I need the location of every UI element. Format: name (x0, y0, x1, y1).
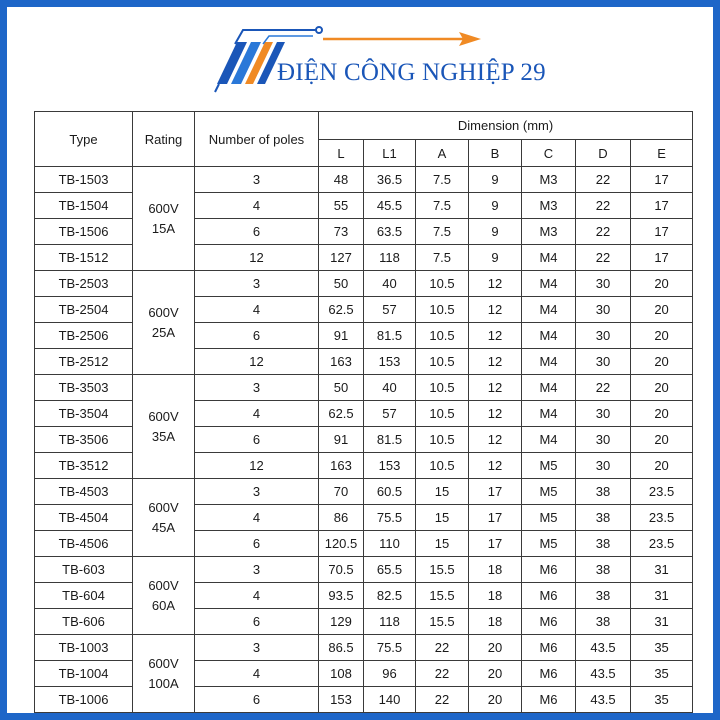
header-poles: Number of poles (195, 112, 319, 167)
header-dim-l1: L1 (364, 140, 416, 167)
cell-e: 20 (631, 427, 693, 453)
cell-type: TB-1006 (35, 687, 133, 713)
cell-e: 20 (631, 401, 693, 427)
cell-l: 129 (319, 609, 364, 635)
cell-b: 18 (469, 609, 522, 635)
cell-l: 163 (319, 349, 364, 375)
table-row (35, 375, 693, 401)
cell-c: M3 (522, 219, 576, 245)
cell-l1: 75.5 (364, 635, 416, 661)
header-dimension: Dimension (mm) (319, 112, 693, 140)
table-row (35, 167, 693, 193)
cell-poles: 6 (195, 531, 319, 557)
rating-current: 60A (151, 597, 176, 613)
cell-l1: 81.5 (364, 427, 416, 453)
cell-a: 10.5 (416, 349, 469, 375)
cell-l1: 96 (364, 661, 416, 687)
cell-poles: 4 (195, 583, 319, 609)
cell-l: 153 (319, 687, 364, 713)
header-dim-l: L (319, 140, 364, 167)
cell-c: M6 (522, 687, 576, 713)
cell-b: 20 (469, 661, 522, 687)
cell-c: M5 (522, 453, 576, 479)
cell-d: 43.5 (576, 635, 631, 661)
cell-c: M4 (522, 401, 576, 427)
cell-poles: 3 (195, 375, 319, 401)
rating-voltage: 600V (148, 200, 179, 216)
cell-l: 86.5 (319, 635, 364, 661)
cell-b: 12 (469, 453, 522, 479)
cell-e: 35 (631, 687, 693, 713)
cell-poles: 4 (195, 505, 319, 531)
cell-a: 7.5 (416, 245, 469, 271)
cell-a: 15.5 (416, 557, 469, 583)
cell-l: 91 (319, 427, 364, 453)
cell-b: 12 (469, 323, 522, 349)
cell-type: TB-1512 (35, 245, 133, 271)
cell-l: 120.5 (319, 531, 364, 557)
cell-poles: 4 (195, 401, 319, 427)
cell-l1: 57 (364, 401, 416, 427)
cell-d: 30 (576, 401, 631, 427)
cell-l: 70 (319, 479, 364, 505)
cell-b: 9 (469, 219, 522, 245)
cell-e: 20 (631, 323, 693, 349)
cell-a: 22 (416, 635, 469, 661)
terminal-block-spec-table (34, 111, 693, 713)
cell-rating (133, 167, 195, 271)
cell-l1: 118 (364, 609, 416, 635)
header-rating: Rating (133, 112, 195, 167)
cell-c: M4 (522, 375, 576, 401)
cell-poles: 3 (195, 167, 319, 193)
rating-voltage: 600V (148, 304, 179, 320)
cell-type: TB-4506 (35, 531, 133, 557)
cell-poles: 6 (195, 219, 319, 245)
cell-c: M6 (522, 609, 576, 635)
cell-a: 15.5 (416, 609, 469, 635)
cell-e: 20 (631, 297, 693, 323)
cell-b: 9 (469, 193, 522, 219)
cell-l: 48 (319, 167, 364, 193)
cell-d: 38 (576, 505, 631, 531)
cell-e: 31 (631, 583, 693, 609)
cell-d: 38 (576, 479, 631, 505)
cell-l1: 45.5 (364, 193, 416, 219)
cell-c: M6 (522, 635, 576, 661)
rating-current: 100A (148, 675, 179, 691)
cell-l1: 153 (364, 453, 416, 479)
brand-name: ĐIỆN CÔNG NGHIỆP 29 (277, 59, 546, 86)
rating-voltage: 600V (148, 499, 179, 515)
cell-type: TB-1504 (35, 193, 133, 219)
cell-type: TB-2504 (35, 297, 133, 323)
cell-b: 20 (469, 635, 522, 661)
cell-l1: 40 (364, 271, 416, 297)
cell-poles: 3 (195, 271, 319, 297)
cell-poles: 12 (195, 453, 319, 479)
cell-type: TB-3503 (35, 375, 133, 401)
cell-e: 35 (631, 661, 693, 687)
cell-type: TB-604 (35, 583, 133, 609)
cell-d: 30 (576, 349, 631, 375)
cell-type: TB-606 (35, 609, 133, 635)
rating-current: 15A (151, 220, 176, 236)
cell-c: M4 (522, 245, 576, 271)
header-type: Type (35, 112, 133, 167)
cell-l1: 75.5 (364, 505, 416, 531)
table-row (35, 557, 693, 583)
cell-b: 17 (469, 505, 522, 531)
cell-a: 10.5 (416, 297, 469, 323)
cell-type: TB-1004 (35, 661, 133, 687)
cell-type: TB-4503 (35, 479, 133, 505)
header-dim-b: B (469, 140, 522, 167)
cell-l: 73 (319, 219, 364, 245)
cell-l1: 140 (364, 687, 416, 713)
cell-a: 10.5 (416, 401, 469, 427)
cell-a: 10.5 (416, 375, 469, 401)
cell-poles: 12 (195, 349, 319, 375)
cell-c: M5 (522, 479, 576, 505)
cell-b: 17 (469, 531, 522, 557)
cell-poles: 3 (195, 557, 319, 583)
cell-a: 10.5 (416, 453, 469, 479)
cell-poles: 4 (195, 661, 319, 687)
cell-b: 12 (469, 271, 522, 297)
rating-current: 45A (151, 519, 176, 535)
cell-l: 91 (319, 323, 364, 349)
header-dim-e: E (631, 140, 693, 167)
cell-l: 55 (319, 193, 364, 219)
cell-d: 38 (576, 557, 631, 583)
table-body (35, 167, 693, 713)
cell-c: M6 (522, 557, 576, 583)
cell-l1: 82.5 (364, 583, 416, 609)
cell-poles: 3 (195, 479, 319, 505)
cell-poles: 6 (195, 609, 319, 635)
cell-rating (133, 479, 195, 557)
cell-poles: 4 (195, 193, 319, 219)
cell-rating (133, 375, 195, 479)
cell-l: 86 (319, 505, 364, 531)
cell-d: 38 (576, 531, 631, 557)
cell-a: 22 (416, 661, 469, 687)
cell-type: TB-1003 (35, 635, 133, 661)
cell-c: M4 (522, 427, 576, 453)
cell-c: M4 (522, 349, 576, 375)
cell-b: 12 (469, 427, 522, 453)
cell-b: 12 (469, 349, 522, 375)
cell-type: TB-3504 (35, 401, 133, 427)
cell-b: 20 (469, 687, 522, 713)
cell-a: 15 (416, 479, 469, 505)
cell-b: 18 (469, 557, 522, 583)
cell-l: 70.5 (319, 557, 364, 583)
cell-l1: 81.5 (364, 323, 416, 349)
cell-e: 17 (631, 219, 693, 245)
cell-d: 38 (576, 583, 631, 609)
cell-d: 30 (576, 271, 631, 297)
cell-b: 18 (469, 583, 522, 609)
cell-l: 163 (319, 453, 364, 479)
cell-type: TB-3506 (35, 427, 133, 453)
cell-rating (133, 271, 195, 375)
cell-l: 50 (319, 271, 364, 297)
cell-e: 31 (631, 609, 693, 635)
cell-c: M6 (522, 661, 576, 687)
cell-l1: 57 (364, 297, 416, 323)
cell-type: TB-2506 (35, 323, 133, 349)
cell-poles: 6 (195, 427, 319, 453)
cell-l1: 153 (364, 349, 416, 375)
cell-type: TB-3512 (35, 453, 133, 479)
brand-logo (213, 22, 546, 100)
cell-c: M4 (522, 323, 576, 349)
cell-type: TB-2503 (35, 271, 133, 297)
cell-c: M3 (522, 167, 576, 193)
cell-a: 22 (416, 687, 469, 713)
cell-l1: 40 (364, 375, 416, 401)
rating-current: 35A (151, 428, 176, 444)
header-dim-d: D (576, 140, 631, 167)
cell-a: 10.5 (416, 427, 469, 453)
cell-e: 20 (631, 271, 693, 297)
cell-l1: 65.5 (364, 557, 416, 583)
cell-l: 62.5 (319, 297, 364, 323)
cell-a: 10.5 (416, 271, 469, 297)
cell-type: TB-1506 (35, 219, 133, 245)
rating-voltage: 600V (148, 408, 179, 424)
cell-poles: 3 (195, 635, 319, 661)
cell-c: M4 (522, 271, 576, 297)
rating-current: 25A (151, 324, 176, 340)
cell-l: 127 (319, 245, 364, 271)
cell-a: 15.5 (416, 583, 469, 609)
cell-poles: 6 (195, 687, 319, 713)
cell-e: 17 (631, 167, 693, 193)
cell-a: 15 (416, 531, 469, 557)
cell-e: 17 (631, 193, 693, 219)
cell-d: 43.5 (576, 687, 631, 713)
cell-d: 22 (576, 375, 631, 401)
cell-type: TB-2512 (35, 349, 133, 375)
cell-c: M4 (522, 297, 576, 323)
cell-b: 12 (469, 375, 522, 401)
cell-b: 12 (469, 401, 522, 427)
cell-b: 12 (469, 297, 522, 323)
cell-d: 38 (576, 609, 631, 635)
cell-d: 22 (576, 245, 631, 271)
cell-l1: 60.5 (364, 479, 416, 505)
cell-type: TB-4504 (35, 505, 133, 531)
cell-a: 15 (416, 505, 469, 531)
cell-e: 20 (631, 349, 693, 375)
cell-poles: 4 (195, 297, 319, 323)
cell-l: 93.5 (319, 583, 364, 609)
cell-type: TB-603 (35, 557, 133, 583)
cell-e: 20 (631, 375, 693, 401)
rating-voltage: 600V (148, 577, 179, 593)
table-row (35, 271, 693, 297)
cell-d: 30 (576, 323, 631, 349)
cell-l1: 110 (364, 531, 416, 557)
cell-c: M3 (522, 193, 576, 219)
cell-l1: 118 (364, 245, 416, 271)
cell-poles: 6 (195, 323, 319, 349)
cell-l1: 63.5 (364, 219, 416, 245)
cell-a: 7.5 (416, 193, 469, 219)
cell-l: 108 (319, 661, 364, 687)
cell-rating (133, 635, 195, 713)
cell-d: 43.5 (576, 661, 631, 687)
cell-d: 22 (576, 193, 631, 219)
table-row (35, 479, 693, 505)
cell-d: 22 (576, 219, 631, 245)
cell-l: 50 (319, 375, 364, 401)
cell-e: 17 (631, 245, 693, 271)
cell-c: M6 (522, 583, 576, 609)
cell-d: 30 (576, 297, 631, 323)
cell-c: M5 (522, 531, 576, 557)
cell-d: 22 (576, 167, 631, 193)
cell-a: 7.5 (416, 167, 469, 193)
cell-poles: 12 (195, 245, 319, 271)
table-row (35, 635, 693, 661)
header-dim-c: C (522, 140, 576, 167)
cell-a: 10.5 (416, 323, 469, 349)
cell-b: 9 (469, 167, 522, 193)
cell-type: TB-1503 (35, 167, 133, 193)
cell-c: M5 (522, 505, 576, 531)
cell-l1: 36.5 (364, 167, 416, 193)
cell-e: 31 (631, 557, 693, 583)
cell-rating (133, 557, 195, 635)
cell-l: 62.5 (319, 401, 364, 427)
cell-e: 20 (631, 453, 693, 479)
header-row (35, 112, 693, 140)
cell-b: 9 (469, 245, 522, 271)
cell-b: 17 (469, 479, 522, 505)
header-dim-a: A (416, 140, 469, 167)
cell-a: 7.5 (416, 219, 469, 245)
cell-e: 23.5 (631, 479, 693, 505)
cell-e: 23.5 (631, 505, 693, 531)
cell-e: 35 (631, 635, 693, 661)
cell-e: 23.5 (631, 531, 693, 557)
cell-d: 30 (576, 427, 631, 453)
cell-d: 30 (576, 453, 631, 479)
rating-voltage: 600V (148, 655, 179, 671)
